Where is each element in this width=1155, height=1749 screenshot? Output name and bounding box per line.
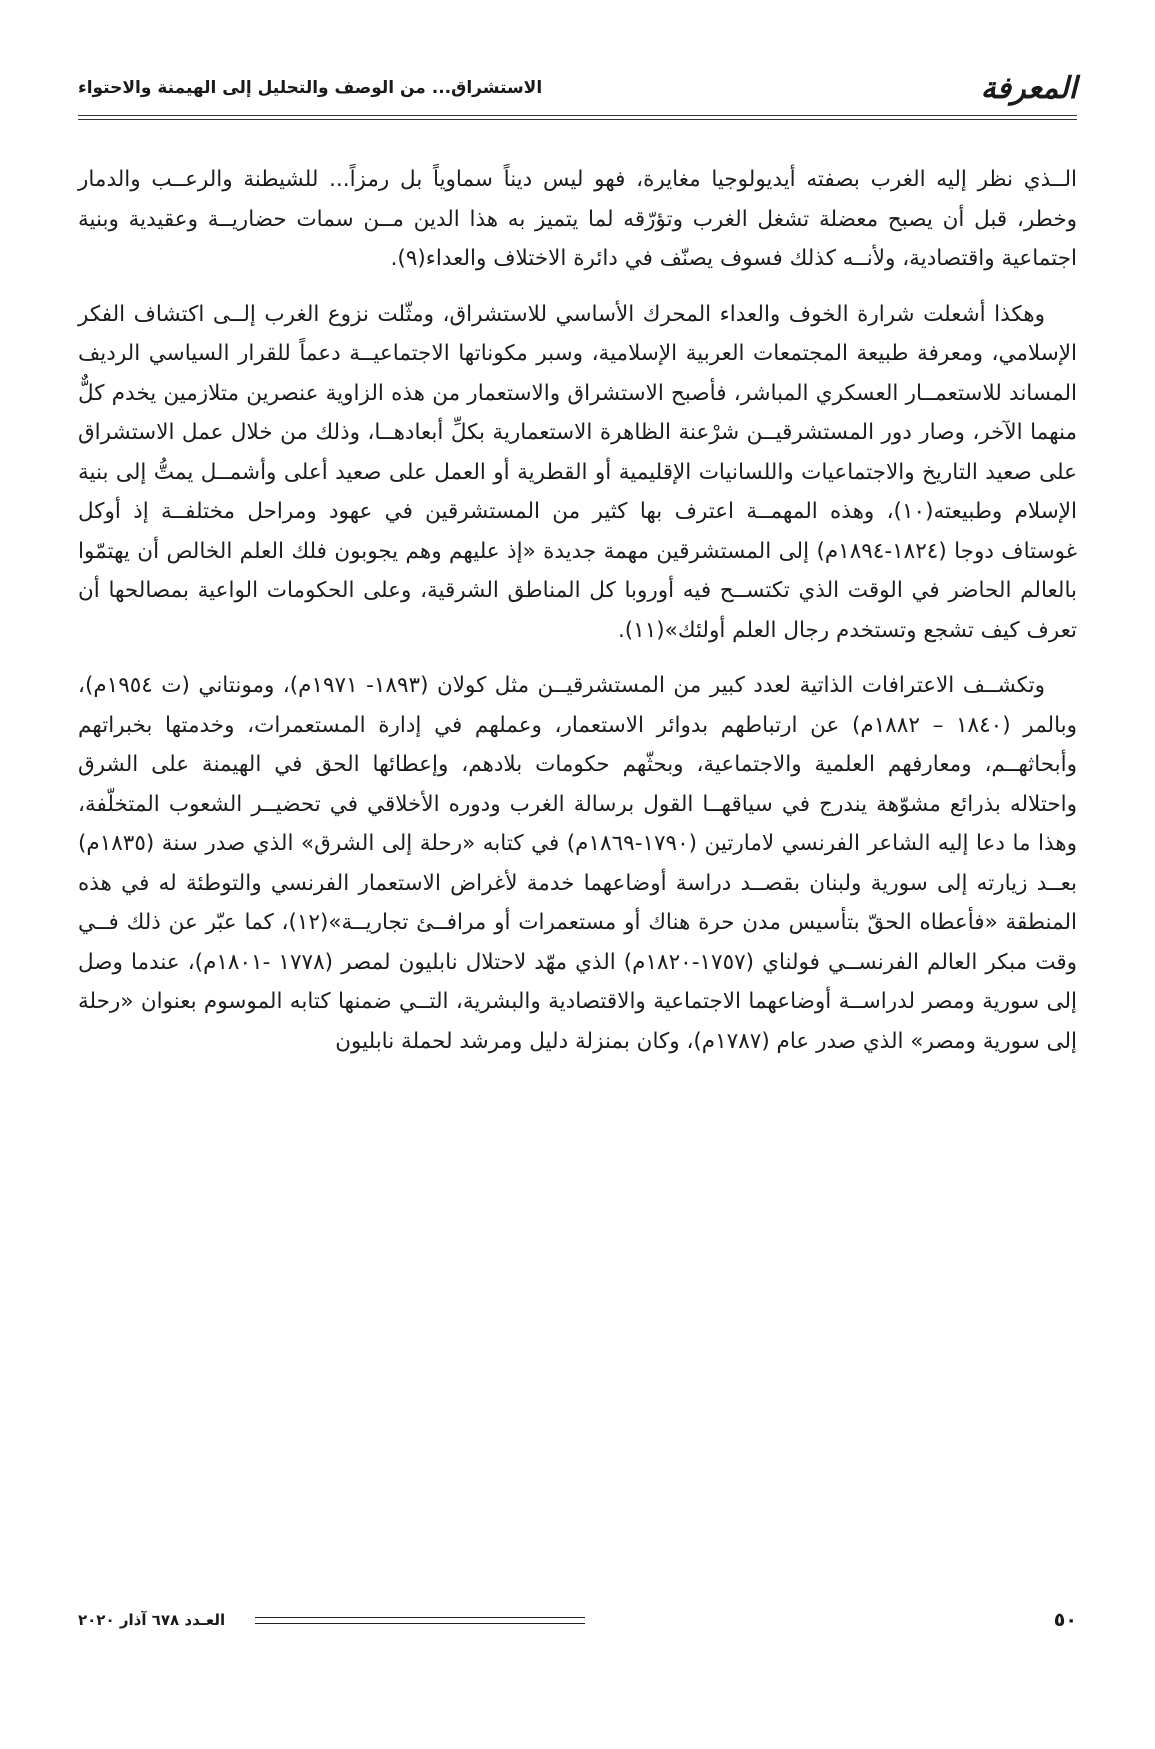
footer-rule — [255, 1617, 585, 1624]
header-rule-secondary — [78, 119, 1077, 120]
article-body — [78, 160, 1077, 1077]
running-title: الاستشراق... من الوصف والتحليل إلى الهيمنة والاحتواء — [78, 78, 543, 98]
header-rule — [78, 115, 1077, 116]
page-footer — [78, 1605, 1077, 1635]
page-number: ٥٠ — [1053, 1609, 1077, 1631]
issue-info: العـدد ٦٧٨ آذار ٢٠٢٠ — [78, 1611, 226, 1629]
page-header — [78, 68, 1077, 108]
paragraph-2: وهكذا أشعلت شرارة الخوف والعداء المحرك الأساسي للاستشراق، ومثّلت نزوع الغرب إلــى اكتشاف الفكر الإسلامي، ومعرفة طبيعة المجتمعات العربية الإسلامية، وسبر مكوناتها الاجتماعيــة دعماً للقرار السياسي الرديف المساند للاستعمــار العسكري المباشر، فأصبح الاستشراق والاستعمار من هذه الزاوية عنصرين متلازمين يخدم كلٌّ منهما الآخر، وصار دور المستشرقيــن شرْعنة الظاهرة الاستعمارية بكلِّ أبعادهــا، وذلك من خلال عمل الاستشراق على صعيد التاريخ والاجتماعيات واللسانيات الإقليمية أو القطرية أو العمل على صعيد أعلى وأشمــل يمتُّ إلى بنية الإسلام وطبيعته(١٠)، وهذه المهمــة اعترف بها كثير من المستشرقين في عهود ومراحل مختلفــة إذ أوكل غوستاف دوجا (١٨٢٤-١٨٩٤م) إلى المستشرقين مهمة جديدة «إذ عليهم وهم يجوبون فلك العلم الخالص أن يهتمّوا بالعالم الحاضر في الوقت الذي تكتســح فيه أوروبا كل المناطق الشرقية، وعلى الحكومات الواعية بمصالحها أن تعرف كيف تشجع وتستخدم رجال العلم أولئك»(١١). — [78, 301, 1077, 643]
magazine-logo: المعرفة — [980, 70, 1077, 106]
paragraph-3: وتكشــف الاعترافات الذاتية لعدد كبير من المستشرقيــن مثل كولان (١٨٩٣- ١٩٧١م)، ومونتاني (ت ١٩٥٤م)، وبالمر (١٨٤٠ – ١٨٨٢م) عن ارتباطهم بدوائر الاستعمار، وعملهم في إدارة المستعمرات، وخدمتها بخبراتهم وأبحاثهــم، ومعارفهم العلمية والاجتماعية، وبحثّهم حكومات بلادهم، وإعطائها الحق في الهيمنة على الشرق واحتلاله بذرائع مشوّهة يندرج في سياقهــا القول برسالة الغرب ودوره الأخلاقي في تحضيــر الشعوب المتخلّفة، وهذا ما دعا إليه الشاعر الفرنسي لامارتين (١٧٩٠-١٨٦٩م) في كتابه «رحلة إلى الشرق» الذي صدر سنة (١٨٣٥م) بعــد زيارته إلى سورية ولبنان بقصــد دراسة أوضاعهما خدمة لأغراض الاستعمار الفرنسي والتوطئة له في هذه المنطقة «فأعطاه الحقّ بتأسيس مدن حرة هناك أو مستعمرات أو مرافــئ تجاريــة»(١٢)، كما عبّر عن ذلك فــي وقت مبكر العالم الفرنســي فولناي (١٧٥٧-١٨٢٠م) الذي مهّد لاحتلال نابليون لمصر (١٧٧٨ -١٨٠١م)، عندما وصل إلى سورية ومصر لدراســة أوضاعهما الاجتماعية والاقتصادية والبشرية، التــي ضمنها كتابه الموسوم بعنوان «رحلة إلى سورية ومصر» الذي صدر عام (١٧٨٧م)، وكان بمنزلة دليل ومرشد لحملة نابليون — [78, 673, 1077, 1054]
paragraph-1: الــذي نظر إليه الغرب بصفته أيديولوجيا مغايرة، فهو ليس ديناً سماوياً بل رمزاً... للشيطنة والرعــب والدمار وخطر، قبل أن يصبح معضلة تشغل الغرب وتؤرّقه لما يتميز به هذا الدين مــن سمات حضاريــة وعقيدية وبنية اجتماعية واقتصادية، ولأنــه كذلك فسوف يصنّف في دائرة الاختلاف والعداء(٩). — [78, 167, 1077, 271]
